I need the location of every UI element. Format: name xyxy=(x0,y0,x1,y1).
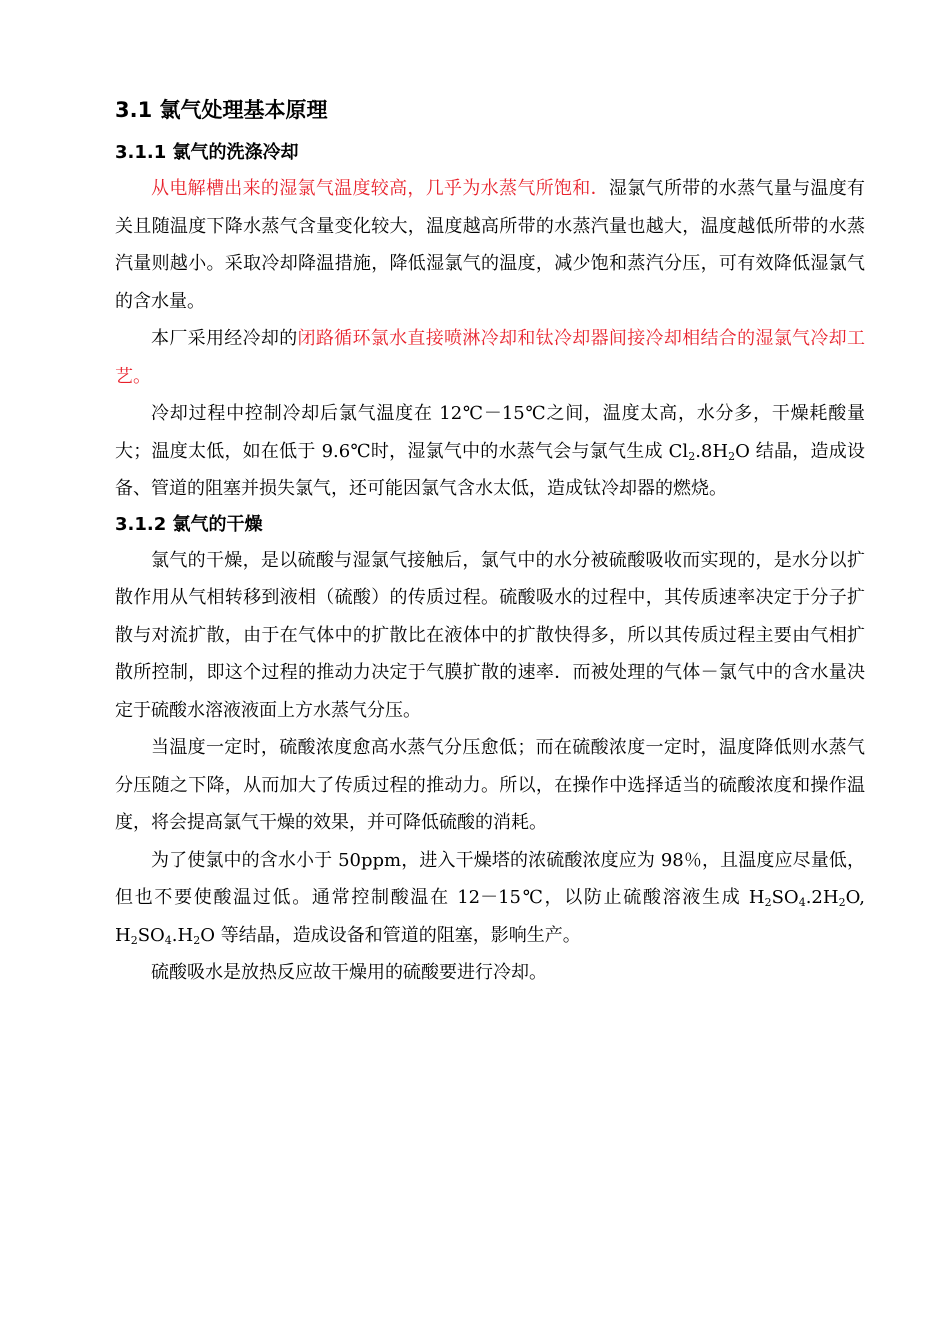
paragraph-text: .H xyxy=(171,924,194,946)
paragraph-cooling-2 xyxy=(115,320,865,395)
subscript: 4 xyxy=(164,933,172,947)
subscript: 2 xyxy=(130,933,138,947)
paragraph-text: 湿氯气所带的水蒸气量与温度有关且随温度下降水蒸气含量变化较大，温度越高所带的水蒸汽量也越大，温度越低所带的水蒸汽量则越小。采取冷却降温措施，降低湿氯气的温度，减少饱和蒸汽分压，可有效降低湿氯气的含水量。 xyxy=(115,178,866,312)
subscript: 4 xyxy=(798,896,806,909)
subscript: 2 xyxy=(728,449,736,463)
paragraph-cooling-1 xyxy=(115,170,865,320)
subsection-heading-drying: 3.1.2 氯气的干燥 xyxy=(115,513,263,535)
paragraph-cooling-3 xyxy=(115,395,865,508)
paragraph-text: O 结晶，造成设备、管道的阻塞并损失氯气，还可能因氯气含水太低，造成钛冷却器的燃烧。 xyxy=(115,440,866,499)
subscript: 2 xyxy=(193,933,201,947)
paragraph-text: 冷却过程中控制冷却后氯气温度在 12℃－15℃之间，温度太高，水分多，干燥耗酸量大；温度太低，如在低于 9.6℃时，湿氯气中的水蒸气会与氯气生成 Cl xyxy=(115,403,865,462)
paragraph-text: SO xyxy=(137,924,165,946)
paragraph-text: .2H xyxy=(805,887,839,908)
document-page xyxy=(115,96,865,992)
paragraph-drying-4: 硫酸吸水是放热反应故干燥用的硫酸要进行冷却。 xyxy=(151,962,547,983)
section-heading: 3.1 氯气处理基本原理 xyxy=(115,98,328,122)
paragraph-text: 为了使氯中的含水小于 50ppm，进入干燥塔的浓硫酸浓度应为 98％，且温度应尽量低，但也不要使酸温过低。通常控制酸温在 12－15℃，以防止硫酸溶液生成 H xyxy=(115,849,865,908)
paragraph-text: O 等结晶，造成设备和管道的阻塞，影响生产。 xyxy=(200,924,581,946)
highlighted-text: 从电解槽出来的湿氯气温度较高，几乎为水蒸气所饱和． xyxy=(151,178,609,199)
paragraph-drying-2: 当温度一定时，硫酸浓度愈高水蒸气分压愈低；而在硫酸浓度一定时，温度降低则水蒸气分压随之下降，从而加大了传质过程的推动力。所以，在操作中选择适当的硫酸浓度和操作温度，将会提高氯气干燥的效果，并可降低硫酸的消耗。 xyxy=(115,737,865,833)
subsection-heading-cooling: 3.1.1 氯气的洗涤冷却 xyxy=(115,142,299,163)
paragraph-drying-3 xyxy=(115,842,865,955)
highlighted-text: 闭路循环氯水直接喷淋冷却和钛冷却器间接冷却相结合的湿氯气冷却工艺。 xyxy=(115,328,866,387)
paragraph-text: 本厂采用经冷却的 xyxy=(151,328,298,349)
subscript: 2 xyxy=(838,896,846,909)
paragraph-text: .8H xyxy=(695,440,729,462)
paragraph-text: SO xyxy=(771,887,799,908)
paragraph-drying-1: 氯气的干燥，是以硫酸与湿氯气接触后，氯气中的水分被硫酸吸收而实现的，是水分以扩散作用从气相转移到液相（硫酸）的传质过程。硫酸吸水的过程中，其传质速率决定于分子扩散与对流扩散，由于在气体中的扩散比在液体中的扩散快得多，所以其传质过程主要由气相扩散所控制，即这个过程的推动力决定于气膜扩散的速率．而被处理的气体－氯气中的含水量决定于硫酸水溶液液面上方水蒸气分压。 xyxy=(115,549,865,721)
subscript: 2 xyxy=(688,449,696,463)
paragraph-text: O, H xyxy=(115,887,865,946)
subscript: 2 xyxy=(764,896,772,909)
